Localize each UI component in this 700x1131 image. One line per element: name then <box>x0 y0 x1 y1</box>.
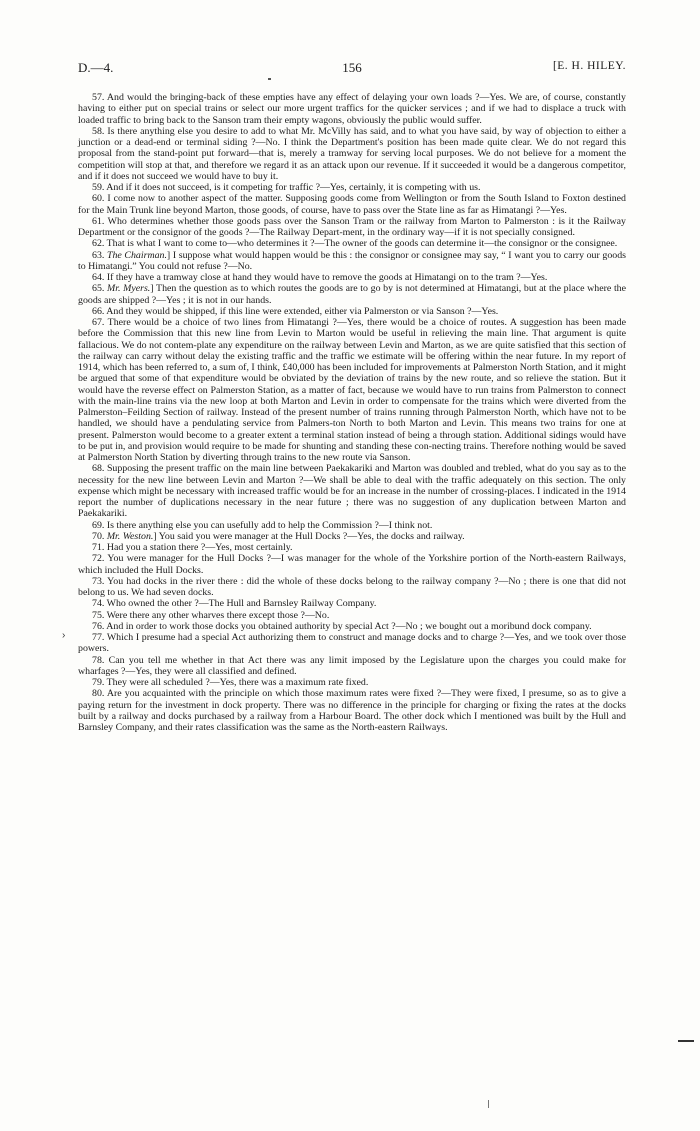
question-69: 69. Is there anything else you can usefully add to help the Commission ?—I think not. <box>92 519 433 531</box>
document-reference: D.—4. <box>78 60 114 75</box>
evidence-text <box>78 92 626 733</box>
question-68: 68. Supposing the present traffic on the main line between Paekakariki and Marton was doubled and trebled, what do you say as to the necessity for the new line between Levin and Marton ?—We shall be able to deal with the traffic adequately on this section. The only expense which might be necessary with increased traffic would be for an increase in the number of crossing-places. I indicated in the 1914 report the number of duplications necessary in the near future ; there was no suggestion of any duplication between Marton and Paekakariki. <box>78 463 626 520</box>
question-text: ] I suppose what would happen would be this : the consignor or consignee may say, “ I want you to carry our goods to Himatangi.” You could not refuse ?—No. <box>78 249 626 272</box>
question-57: 57. And would the bringing-back of these empties have any effect of delaying your own loads ?—Yes. We are, of course, constantly having to either put on special trains or select our more urgent traffics for the quicker services ; and if we had to displace a truck with loaded traffic to bring back to the Sanson tram their empty wagons, obviously the public would suffer. <box>78 92 626 126</box>
page-number: 156 <box>342 60 362 75</box>
question-74: 74. Who owned the other ?—The Hull and Barnsley Railway Company. <box>92 598 377 610</box>
question-number: 70. <box>92 530 107 542</box>
scan-speck <box>488 1100 489 1108</box>
question-70 <box>78 531 626 542</box>
question-67: 67. There would be a choice of two lines from Himatangi ?—Yes, there would be a choice of routes. A suggestion has been made before the Commission that this new line from Levin to Marton would be useful in relieving the main line. That argument is quite fallacious. We do not contem-plate any expenditure on the railway between Levin and Marton, as we are quite satisfied that this section of the railway can carry without delay the existing traffic and the traffic we estimate will be offering within the near future. In my report of 1914, which has been referred to, a sum of, I think, £40,000 has been included for improvements at Palmerston North Station, and it might be argued that some of that expenditure would be obviated by the deviation of trains by the new route, and so relieve the station. But it would have the reverse effect on Palmerston Station, as a matter of fact, because we would have to run trains from Palmerston to connect with the main-line trains via the new loop at both Marton and Levin in order to compensate for the trains which were diverted from the Palmerston–Feilding Section of railway. Instead of the present number of trains running through Palmerston North, which have not to be handled, we should have a pendulating service from Palmers-ton North to both Marton and Levin. This means two trains for one at present. Palmerston would become to a greater extent a terminal station instead of being a through station. Additional sidings would have to be put in, and provision would require to be made for shunting and standing these con-necting trains. Therefore nothing would be saved at Palmerston North Station by diverting through trains to the new route via Sanson. <box>78 317 626 463</box>
question-64: 64. If they have a tramway close at hand they would have to remove the goods at Himatangi on to the tram ?—Yes. <box>92 272 548 283</box>
question-60: 60. I come now to another aspect of the matter. Supposing goods come from Wellington or from the South Island to Foxton destined for the Main Trunk line beyond Marton, those goods, of course, have to pass over the State line as far as Himatangi ?—Yes. <box>78 193 626 216</box>
speaker-name: Mr. Myers. <box>107 283 151 295</box>
question-76: 76. And in order to work those docks you obtained authority by special Act ?—No ; we bought out a moribund dock company. <box>92 620 592 632</box>
question-59: 59. And if it does not succeed, is it competing for traffic ?—Yes, certainly, it is competing with us. <box>92 182 481 193</box>
question-75: 75. Were there any other wharves there except those ?—No. <box>92 609 330 621</box>
question-number: 63. <box>92 249 107 261</box>
question-77: 77. Which I presume had a special Act authorizing them to construct and manage docks and to charge ?—Yes, and we took over those powers. <box>78 632 626 655</box>
question-65 <box>78 283 626 306</box>
question-80: 80. Are you acquainted with the principle on which those maximum rates were fixed ?—They were fixed, I presume, so as to give a paying return for the investment in dock property. There was no difference in the principle for charging or fixing the rates at the docks built by a railway and docks purchased by a railway from a Harbour Board. The other dock which I mentioned was built by the Hull and Barnsley Company, and their rates classification was the same as the North-eastern Railways. <box>78 688 626 733</box>
question-79: 79. They were all scheduled ?—Yes, there was a maximum rate fixed. <box>92 677 369 688</box>
question-text: ] You said you were manager at the Hull Docks ?—Yes, the docks and railway. <box>153 530 465 542</box>
question-63 <box>78 250 626 273</box>
question-58: 58. Is there anything else you desire to add to what Mr. McVilly has said, and to what you have said, by way of objection to either a junction or a dead-end or terminal siding ?—No. I think the Department's position has been made quite clear. We do not regard this proposal from the stand-point put forward—that is, merely a tramway for serving local purposes. We do not believe for a moment the competition will stop at that, and therefore we regard it as an attack upon our revenue. If it succeeded it would be a dangerous competitor, and if it does not succeed we would have to buy it. <box>78 125 626 182</box>
witness-name: [E. H. HILEY. <box>552 60 626 72</box>
page-header <box>78 60 626 80</box>
scan-speck <box>268 78 271 80</box>
question-66: 66. And they would be shipped, if this line were extended, either via Palmerston or via Sanson ?—Yes. <box>92 305 499 317</box>
question-62: 62. That is what I want to come to—who determines it ?—The owner of the goods can determine it—the consignor or the consignee. <box>92 238 618 250</box>
speaker-name: Mr. Weston. <box>106 530 154 542</box>
margin-dash-mark <box>678 1040 694 1042</box>
margin-arrow-mark: › <box>62 630 66 641</box>
question-71: 71. Had you a station there ?—Yes, most certainly. <box>92 542 293 553</box>
question-number: 65. <box>92 283 108 295</box>
question-text: ] Then the question as to which routes the goods are to go by is not determined at Himatangi, but at the place where the goods are shipped ?—Yes ; it is not in our hands. <box>78 283 627 306</box>
question-61: 61. Who determines whether those goods pass over the Sanson Tram or the railway from Marton to Palmerston : is it the Railway Department or the consignor of the goods ?—The Railway Depart-ment, in the ordinary way—if it is not specially consigned. <box>78 215 626 238</box>
question-72: 72. You were manager for the Hull Docks ?—I was manager for the whole of the Yorkshire portion of the North-eastern Railways, which included the Hull Docks. <box>78 553 626 576</box>
speaker-name: The Chairman. <box>106 249 167 261</box>
question-78: 78. Can you tell me whether in that Act there was any limit imposed by the Legislature upon the charges you could make for wharfages ?—Yes, they were all classified and defined. <box>78 654 626 677</box>
question-73: 73. You had docks in the river there : did the whole of these docks belong to the railway company ?—No ; there is one that did not belong to us. We had seven docks. <box>78 575 626 598</box>
